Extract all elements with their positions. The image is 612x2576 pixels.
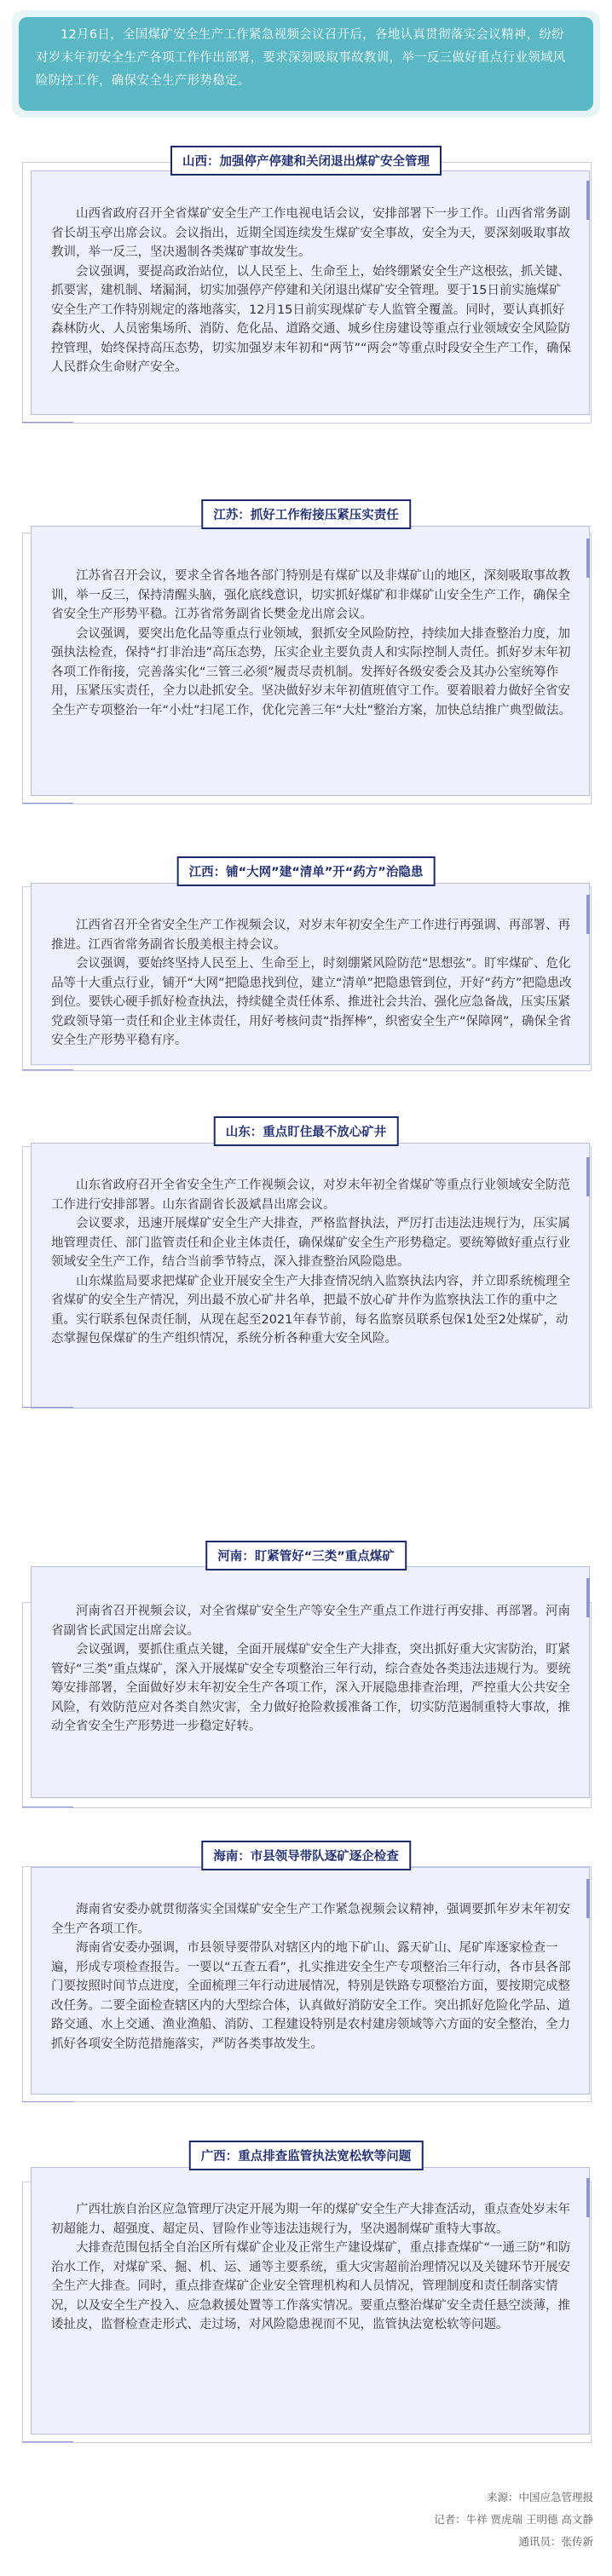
- paragraph: 会议强调，要突出危化品等重点行业领域，狠抓安全风险防控，持续加大排查整治力度，加强执法检查，保持“打非治违”高压态势，压实企业主要负责人和实际控制人责任。抓好岁末年初各项工作衔接，完善落实化“三管三必须”履责尽责机制。发挥好各级安委会及其办公室统筹作用，压紧压实责任，全力以赴抓安全。坚决做好岁末年初值班值守工作。要着眼着力做好全省安全生产专项整治一年“小灶”扫尾工作，优化完善三年“大灶”整治方案，加快总结推广典型做法。: [51, 626, 572, 717]
- section-side-mark: [586, 539, 590, 578]
- paragraph: 会议强调，要抓住重点关键，全面开展煤矿安全生产大排查，突出抓好重大灾害防治，盯紧管好“三类”重点煤矿，深入开展煤矿安全专项整治三年行动，综合查处各类违法违规行为。要统筹安排部署，全面做好岁末年初安全生产各项工作，深入开展隐患排查治理，严控重大公共安全风险，有效防范应对各类自然灾害，全力做好抢险救援准备工作，切实防范遏制重特大事故，推动全省安全生产形势进一步稳定好转。: [51, 1643, 571, 1733]
- paragraph: 山东省政府召开全省安全生产工作视频会议，对岁末年初全省煤矿等重点行业领域安全防范工作进行安排部署。山东省副省长汲斌昌出席会议。: [51, 1179, 570, 1212]
- section-corner-line: [22, 1407, 73, 1408]
- section-body: [51, 567, 573, 720]
- section-side-mark: [586, 1157, 590, 1196]
- paragraph: 江苏省召开会议，要求全省各地各部门特别是有煤矿以及非煤矿山的地区，深刻吸取事故教训，举一反三，保持清醒头脑，强化底线意识，切实抓好煤矿和非煤矿山安全生产工作，确保全省安全生产形势平稳。江苏省常务副省长樊金龙出席会议。: [51, 569, 570, 621]
- intro-banner: [0, 0, 612, 124]
- paragraph: 会议要求，迅速开展煤矿安全生产大排查，严格监督执法，严厉打击违法违规行为，压实属地管理责任、部门监管责任和企业主体责任，确保煤矿安全生产形势稳定。要统筹做好重点行业领域安全生产工作，结合当前季节特点，深入排查整治风险隐患。: [51, 1217, 570, 1269]
- paragraph: 海南省安委办就贯彻落实全国煤矿安全生产工作紧急视频会议精神，强调要抓年岁末年初安全生产各项工作。: [51, 1903, 570, 1936]
- section-title: 江西：铺“大网”建“清单”开“药方”治隐患: [177, 856, 436, 886]
- section-corner-line: [22, 2441, 73, 2442]
- intro-text: 12月6日，全国煤矿安全生产工作紧急视频会议召开后，各地认真贯彻落实会议精神，纷纷对岁末年初安全生产各项工作作出部署，要求深刻吸取事故教训，举一反三做好重点行业领域风险防控工作，确保安全生产形势稳定。: [36, 28, 566, 88]
- section-body: [51, 1176, 573, 1349]
- section-title: 山西：加强停产停建和关闭退出煤矿安全管理: [170, 146, 442, 176]
- section-body: [51, 1602, 573, 1737]
- section-body: [51, 916, 573, 1051]
- section-title: 海南：市县领导带队逐矿逐企检查: [201, 1841, 411, 1870]
- paragraph: 广西壮族自治区应急管理厅决定开展为期一年的煤矿安全生产大排查活动，重点查处岁末年初超能力、超强度、超定员、冒险作业等违法违规行为，坚决遏制煤矿重特大事故。: [51, 2203, 570, 2236]
- paragraph: 大排查范围包括全自治区所有煤矿企业及正常生产建设煤矿，重点排查煤矿“一通三防”和防治水工作，对煤矿采、掘、机、运、通等主要系统，重大灾害超前治理情况以及关键环节开展安全生产大排查。同时，重点排查煤矿企业安全管理机构和人员情况，管理制度和责任制落实情况，以及安全生产投入、应急救援处置等工作落实情况。要重点整治煤矿安全责任悬空淡薄，推诿扯皮，监督检查走形式、走过场，对风险隐患视而不见，监管执法宽松软等问题。: [51, 2241, 571, 2331]
- paragraph: 山西省政府召开全省煤矿安全生产工作电视电话会议，安排部署下一步工作。山西省常务副省长胡玉亭出席会议。会议指出，近期全国连续发生煤矿安全事故，安全为天，要深刻吸取事故教训，举一反三，坚决遏制各类煤矿事故发生。: [51, 207, 570, 259]
- article-credits: [434, 2487, 593, 2553]
- section-corner-line: [22, 422, 73, 423]
- source-credit: 来源：中国应急管理报: [486, 2491, 593, 2504]
- section-corner-line: [22, 2101, 73, 2102]
- section-title: 山东：重点盯住最不放心矿井: [214, 1116, 399, 1146]
- section-title: 广西：重点排查监管执法宽松软等问题: [189, 2141, 424, 2170]
- correspondent-credit: 通讯员：张传新: [518, 2535, 593, 2548]
- section-body: [51, 205, 573, 377]
- paragraph: 会议强调，要提高政治站位，以人民至上、生命至上，始终绷紧安全生产这根弦，抓关键、抓要害，建机制、堵漏洞，切实加强停产停建和关闭退出煤矿安全管理。要于15日前实施煤矿安全生产工作特别规定的落地落实，12月15日前实现煤矿专人监管全覆盖。同时，要认真抓好森林防火、人员密集场所、消防、危化品、道路交通、城乡住房建设等重点行业领域安全风险防控管理，始终保持高压态势，切实加强岁末年初和“两节”“两会”等重点时段安全生产工作，确保人民群众生命财产安全。: [51, 264, 572, 374]
- section-side-mark: [586, 1578, 590, 1617]
- section-title: 河南：盯紧管好“三类”重点煤矿: [205, 1541, 407, 1570]
- section-side-mark: [586, 895, 590, 934]
- paragraph: 海南省安委办强调，市县领导要带队对辖区内的地下矿山、露天矿山、尾矿库逐家检查一遍，形成专项检查报告。一要以“五查五看”，扎实推进安全生产专项整治三年行动，各市县各部门要按照时间节点进度，全面梳理三年行动进展情况，特别是铁路专项整治方面，要按期完成整改任务。二要全面检查辖区内的大型综合体，认真做好消防安全工作。突出抓好危险化学品、道路交通、水上交通、渔业渔船、消防、工程建设特别是农村建房领域等六方面的安全整治，全力抓好各项安全防范措施落实，严防各类事故发生。: [51, 1941, 571, 2051]
- section-corner-line: [22, 803, 73, 804]
- paragraph: 河南省召开视频会议，对全省煤矿安全生产等安全生产重点工作进行再安排、再部署。河南省副省长武国定出席会议。: [51, 1605, 570, 1638]
- section-corner-line: [22, 1069, 73, 1070]
- section-body: [51, 1900, 573, 2054]
- section-side-mark: [586, 1879, 590, 1918]
- section-side-mark: [586, 2178, 590, 2217]
- paragraph: 山东煤监局要求把煤矿企业开展安全生产大排查情况纳入监察执法内容，并立即系统梳理全省煤矿的安全生产情况，列出最不放心矿井名单，把最不放心矿井作为监察执法工作的重中之重。实行联系包保责任制，从现在起至2021年春节前，每名监察员联系包保1处至2处煤矿，动态掌握包保煤矿的生产组织情况，系统分析各种重大安全风险。: [51, 1274, 570, 1346]
- paragraph: 会议强调，要始终坚持人民至上、生命至上，时刻绷紧风险防范“思想弦”。盯牢煤矿、危化品等十大重点行业，铺开“大网”把隐患找到位，建立“清单”把隐患管到位，开好“药方”把隐患改到位。要铁心硬手抓好检查执法，持续健全责任体系、推进社会共治、强化应急备战，压实压紧党政领导第一责任和企业主体责任，用好考核问责“指挥棒”，织密安全生产“保障网”，确保全省安全生产形势平稳有序。: [51, 957, 572, 1047]
- section-side-mark: [586, 181, 590, 220]
- section-title: 江苏：抓好工作衔接压紧压实责任: [201, 499, 411, 529]
- paragraph: 江西省召开全省安全生产工作视频会议，对岁末年初安全生产工作进行再强调、再部署、再推进。江西省常务副省长殷美根主持会议。: [51, 919, 570, 952]
- reporter-credit: 记者：牛祥 贾虎瑞 王明德 高文静: [434, 2513, 593, 2526]
- section-body: [51, 2200, 573, 2335]
